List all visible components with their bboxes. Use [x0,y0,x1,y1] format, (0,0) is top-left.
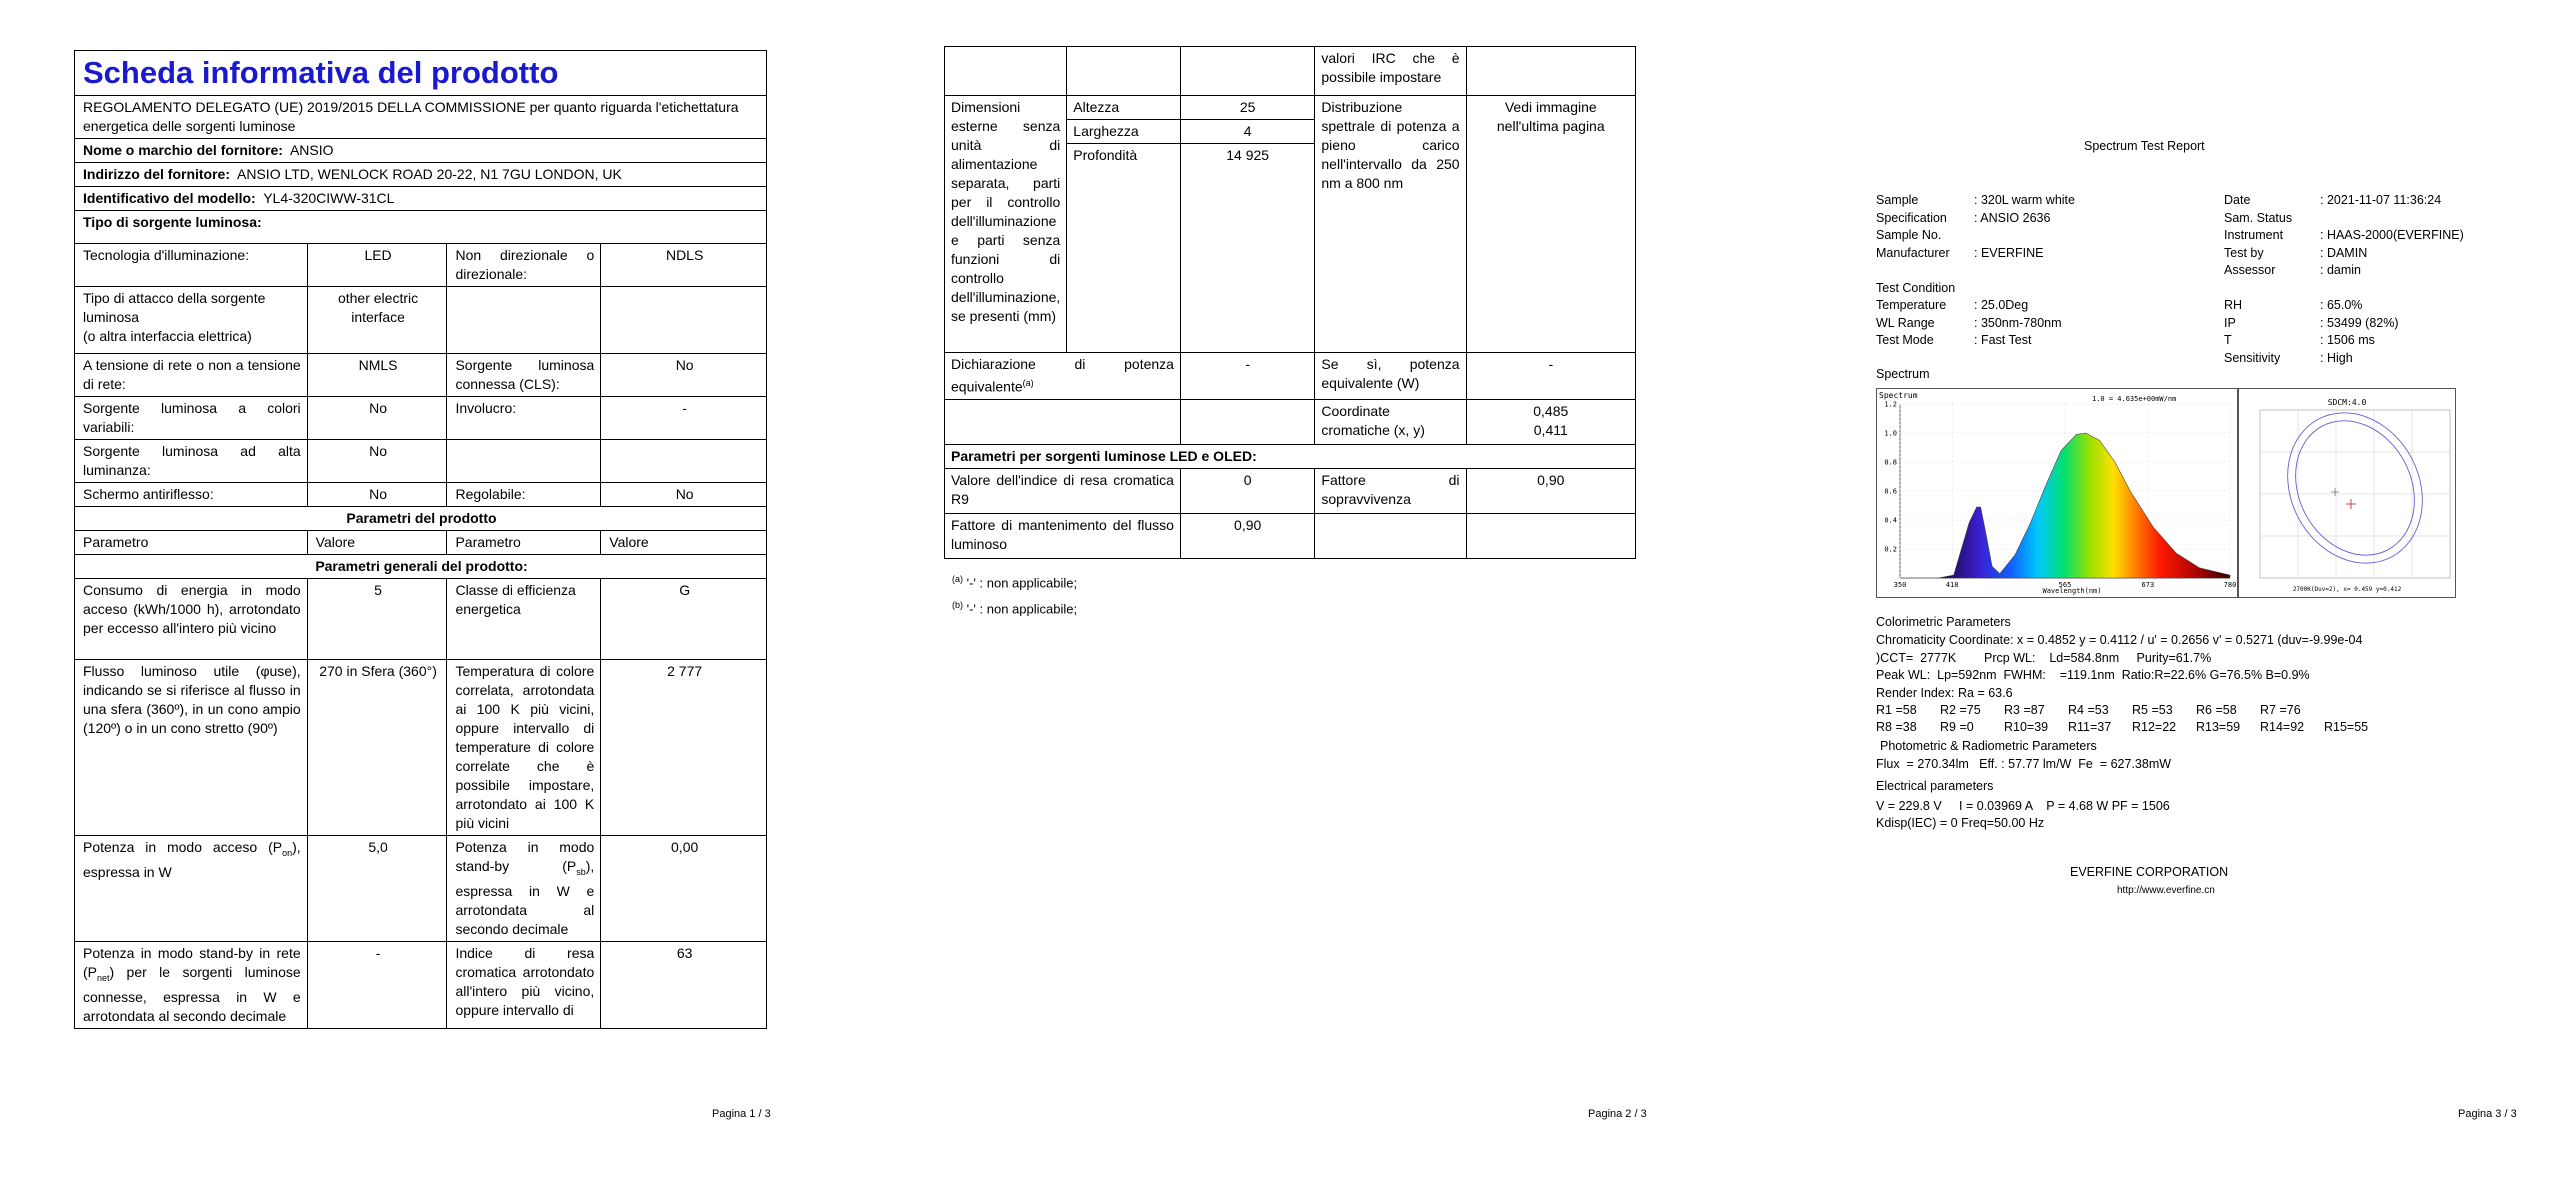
chart-scale: 1.0 = 4.635e+00mW/nm [2092,395,2177,403]
standby-label-tail: ), espressa in W e arrotondata al secondo decimale [455,858,595,937]
width-value: 4 [1180,120,1314,144]
cond-row [1876,297,2062,315]
source-type-heading: Tipo di sorgente luminosa: [75,211,767,244]
row-label: Sorgente luminosa a colori variabili: [75,397,308,440]
row-label: A tensione di rete o non a tensione di rete: [75,354,308,397]
col-param-header: Parametro [447,531,601,555]
footnotes [952,568,1077,621]
row-label: Sorgente luminosa ad alta luminanza: [75,440,308,483]
footnote-text: '-' : non applicabile; [966,575,1078,591]
params-header: Parametri del prodotto [75,507,767,531]
table-row [945,468,1636,513]
info-key: Manufacturer [1876,245,1950,260]
y-tick-label: 0.6 [1884,487,1897,496]
row-label [75,287,308,354]
electrical-heading: Electrical parameters [1876,779,1994,793]
row-value: - [601,397,767,440]
electrical-line: V = 229.8 V I = 0.03969 A P = 4.68 W PF = 1506 [1876,799,2170,813]
table-row [75,244,767,287]
regulation-text: REGOLAMENTO DELEGATO (UE) 2019/2015 DELLA COMMISSIONE per quanto riguarda l'etichettatura energetica delle sorgenti luminose [75,96,767,139]
chroma-values [1466,399,1635,444]
render-index-value: R2 =75 [1940,703,1981,717]
info-row [2224,245,2464,263]
info-value: : HAAS-2000(EVERFINE) [2320,228,2464,242]
net-standby-subscript: net [97,972,110,983]
info-row [2224,262,2464,280]
row-value: 5,0 [307,836,447,942]
row-label: Fattore di sopravvivenza [1315,468,1466,513]
row-value: No [307,440,447,483]
table-row [75,483,767,507]
cond-key: T [2224,333,2232,347]
table-row [75,660,767,836]
row-value: No [307,397,447,440]
row-label: Temperatura di colore correlata, arrotondata ai 100 K più vicini, oppure intervallo di temperature di colore correlate che è possibile impostare, arrotondato ai 100 K più vicini [447,660,601,836]
spectral-label: Distribuzione spettrale di potenza a pieno carico nell'intervallo da 250 nm a 800 nm [1315,96,1466,353]
col-value-header: Valore [307,531,447,555]
row-value: NMLS [307,354,447,397]
product-info-table-continued [944,46,1636,559]
empty-cell [1315,513,1466,558]
render-index-value: R9 =0 [1940,720,1974,734]
render-index-value: R8 =38 [1876,720,1917,734]
dimensions-label: Dimensioni esterne senza unità di alimentazione separata, parti per il controllo dell'illuminazione e parti senza funzioni di controllo dell'illuminazione, se presenti (mm) [945,96,1067,353]
info-value: : EVERFINE [1974,245,2044,260]
table-row [75,579,767,660]
row-value: 0,90 [1180,513,1314,558]
standby-subscript: sb [576,866,586,877]
row-label [75,836,308,942]
empty-cell [945,47,1067,96]
row-value: - [1180,353,1314,400]
info-key: Instrument [2224,228,2284,242]
supplier-address-row [75,163,767,187]
cond-value: : Fast Test [1974,333,2032,347]
row-value: No [601,483,767,507]
row-value: 63 [601,941,767,1028]
x-tick-label: 673 [2141,581,2155,589]
row-label: Non direzionale o direzionale: [447,244,601,287]
row-value: - [307,941,447,1028]
empty-cell [1466,513,1635,558]
row-value [601,440,767,483]
row-value: other electric interface [307,287,447,354]
info-value: : 2021-11-07 11:36:24 [2320,193,2442,207]
y-tick-label: 0.8 [1884,458,1897,467]
row-value: No [601,354,767,397]
cond-key: WL Range [1876,315,1935,330]
power-on-label: Potenza in modo acceso (P [83,839,283,855]
chart-xlabel: Wavelength(nm) [2042,587,2102,595]
supplier-name-label: Nome o marchio del fornitore: [83,142,283,158]
info-left [1876,192,2075,262]
table-row [945,399,1636,444]
empty-cell [1067,47,1181,96]
model-id: YL4-320CIWW-31CL [263,190,395,206]
footnote-a [952,568,1077,594]
x-tick-label: 565 [2058,581,2072,589]
y-tick-label: 1.2 [1884,400,1897,409]
row-value: 0,90 [1466,468,1635,513]
row-label [447,836,601,942]
info-value: : DAMIN [2320,245,2368,260]
model-row [75,187,767,211]
table-row [75,836,767,942]
row-label: Sorgente luminosa connessa (CLS): [447,354,601,397]
cond-key: Temperature [1876,298,1947,312]
product-info-table [74,50,767,1029]
x-tick-label: 780 [2223,581,2237,589]
cond-row [1876,315,2062,333]
info-key: Sample No. [1876,228,1942,242]
cond-value: : High [2320,350,2353,365]
col-value-header: Valore [601,531,767,555]
cond-value: : 65.0% [2320,298,2363,312]
cond-row [2224,315,2399,333]
info-row [2224,192,2464,210]
row-label: Consumo di energia in modo acceso (kWh/1000 h), arrotondato per eccesso all'intero più vicino [75,579,308,660]
render-index-value: R13=59 [2196,720,2241,734]
row-label: Fattore di mantenimento del flusso luminoso [945,513,1181,558]
row-label: Regolabile: [447,483,601,507]
row-label: Classe di efficienza energetica [447,579,601,660]
sdcm-frame [2239,389,2456,598]
footnote-mark: (b) [952,600,963,611]
column-header-row [75,531,767,555]
footnote-text: '-' : non applicabile; [966,601,1078,617]
corp-url: http://www.everfine.cn [2117,885,2215,896]
info-key: Date [2224,193,2251,207]
sdcm-footer: 2700K(Duv=2), x= 0.459 y=0.412 [2292,586,2402,593]
y-tick-label: 1.0 [1884,429,1897,438]
cond-value: : 350nm-780nm [1974,315,2062,330]
info-right [2224,192,2464,280]
render-index-value: R4 =53 [2068,703,2109,717]
render-index-value: R1 =58 [1876,703,1917,717]
photometric-heading: Photometric & Radiometric Parameters [1880,739,2097,753]
info-key: Specification [1876,210,1947,225]
colorimetric-line: )CCT= 2777K Prcp WL: Ld=584.8nm Purity=61.7% [1876,650,2212,665]
equivalent-power-text: Dichiarazione di potenza equivalente [951,356,1174,395]
render-index-value: R6 =58 [2196,703,2237,717]
x-tick-label: 418 [1945,581,1959,589]
cond-value: : 25.0Deg [1974,298,2029,312]
footnote-a-ref: (a) [1022,378,1034,388]
row-label [447,440,601,483]
power-on-subscript: on [282,847,293,858]
table-row [75,440,767,483]
row-label-text: Tipo di attacco della sorgente luminosa [83,290,266,325]
cond-key: RH [2224,298,2243,312]
row-value: LED [307,244,447,287]
page-1 [0,0,853,1180]
document-title: Scheda informativa del prodotto [75,51,767,96]
row-label: Flusso luminoso utile (φuse), indicando se si riferisce al flusso in una sfera (360º), in un cono ampio (120º) o in un cono stretto (90º) [75,660,308,836]
cond-key: Test Mode [1876,333,1934,347]
row-value [601,287,767,354]
height-label: Altezza [1067,96,1181,120]
row-label: Valore dell'indice di resa cromatica R9 [945,468,1181,513]
net-standby-label: Potenza in modo stand-by in rete (P [83,944,301,980]
spectrum-heading: Spectrum [1876,367,1930,381]
page-number: Pagina 3 / 3 [2458,1108,2517,1120]
y-tick-label: 0.2 [1884,545,1897,554]
empty-cell [945,399,1181,444]
cond-key: Sensitivity [2224,350,2281,365]
footnote-mark: (a) [952,574,963,584]
cond-value: : 53499 (82%) [2320,315,2399,330]
row-label [447,287,601,354]
empty-cell [1466,47,1635,96]
cond-left [1876,297,2062,350]
table-row [75,287,767,354]
cond-row [2224,350,2399,368]
chroma-label: Coordinate cromatiche (x, y) [1315,399,1466,444]
col-param-header: Parametro [75,531,308,555]
info-key: Sample [1876,193,1919,207]
cond-row [1876,332,2062,350]
row-label [75,941,308,1028]
standby-label: Potenza in modo stand-by (P [455,839,595,874]
row-value: 2 777 [601,660,767,836]
cond-value: : 1506 ms [2320,333,2375,347]
supplier-name: ANSIO [289,142,334,158]
model-label: Identificativo del modello: [83,190,256,206]
sdcm-chart [2238,388,2456,598]
render-index-value: R11=37 [2068,720,2112,734]
supplier-address-label: Indirizzo del fornitore: [83,166,230,182]
chroma-y: 0,411 [1533,421,1568,438]
row-value: 5 [307,579,447,660]
row-label: Involucro: [447,397,601,440]
power-on-label-tail: ), espressa in W [83,839,301,880]
info-row [1876,210,2075,228]
info-key: Sam. Status [2224,210,2293,225]
led-params-header: Parametri per sorgenti luminose LED e OLED: [945,444,1636,468]
chroma-x: 0,485 [1533,402,1569,419]
table-row [945,47,1636,96]
depth-value: 14 925 [1180,144,1314,353]
info-key: Assessor [2224,263,2276,277]
render-index-value: R3 =87 [2004,703,2045,717]
render-index-row-2 [1876,719,2388,737]
cond-row [2224,297,2399,315]
cond-right [2224,297,2399,367]
info-row [1876,192,2075,210]
info-value: : ANSIO 2636 [1974,210,2051,225]
equivalent-power-label [945,353,1181,400]
render-index-value: R5 =53 [2132,703,2173,717]
sdcm-title: SDCM:4.0 [2327,398,2367,407]
height-value: 25 [1180,96,1314,120]
render-index-value: R15=55 [2324,720,2369,734]
corp-name: EVERFINE CORPORATION [2070,865,2229,879]
row-value: 270 in Sfera (360°) [307,660,447,836]
empty-cell [1180,47,1314,96]
row-value: G [601,579,767,660]
row-value: No [307,483,447,507]
cond-key: IP [2224,315,2236,330]
colorimetric-heading: Colorimetric Parameters [1876,615,2011,629]
spectral-value: Vedi immagine nell'ultima pagina [1466,96,1635,353]
row-label: Schermo antiriflesso: [75,483,308,507]
spectrum-chart [1876,388,2238,598]
info-row [1876,227,2075,245]
chart-label: Spectrum [1879,391,1918,400]
page-number: Pagina 1 / 3 [712,1108,771,1120]
footnote-b [952,594,1077,620]
render-index-value: R12=22 [2132,720,2177,734]
info-row [2224,227,2464,245]
table-row [945,96,1636,120]
colorimetric-line: Peak WL: Lp=592nm FWHM: =119.1nm Ratio:R=22.6% G=76.5% B=0.9% [1876,668,2310,682]
colorimetric-lines [1876,632,2362,702]
table-row [75,354,767,397]
table-row [945,513,1636,558]
row-label: Tecnologia d'illuminazione: [75,244,308,287]
table-row [75,941,767,1028]
photometric-line: Flux = 270.34lm Eff. : 57.77 lm/W Fe = 627.38mW [1876,757,2172,771]
net-standby-label-tail: ) per le sorgenti luminose connesse, espressa in W e arrotondata al secondo decimale [83,963,301,1024]
info-key: Test by [2224,245,2264,260]
row-value: 0 [1180,468,1314,513]
info-value: : damin [2320,263,2361,277]
general-params-header: Parametri generali del prodotto: [75,555,767,579]
row-value: - [1466,353,1635,400]
render-index-value: R14=92 [2260,720,2305,734]
colorimetric-line: Chromaticity Coordinate: x = 0.4852 y = 0.4112 / u' = 0.2656 v' = 0.5271 (duv=-9.99e-04 [1876,633,2363,647]
empty-cell [1180,399,1314,444]
render-index-row-1 [1876,702,2324,720]
row-label: valori IRC che è possibile impostare [1315,47,1466,96]
info-value: : 320L warm white [1974,193,2075,207]
info-row [1876,245,2075,263]
info-row [2224,210,2464,228]
render-index-value: R10=39 [2004,720,2049,734]
table-row [75,397,767,440]
depth-label: Profondità [1067,144,1181,353]
cond-row [2224,332,2399,350]
row-label-note: (o altra interfaccia elettrica) [83,328,252,344]
width-label: Larghezza [1067,120,1181,144]
supplier-name-row [75,139,767,163]
row-label: Indice di resa cromatica arrotondato all'intero più vicino, oppure intervallo di [447,941,601,1028]
y-tick-label: 0.4 [1884,516,1897,525]
render-index-value: R7 =76 [2260,703,2301,717]
row-value: 0,00 [601,836,767,942]
report-title: Spectrum Test Report [2084,139,2205,153]
page-number: Pagina 2 / 3 [1588,1108,1647,1120]
electrical-line: Kdisp(IEC) = 0 Freq=50.00 Hz [1876,816,2045,830]
table-row [945,353,1636,400]
row-value: NDLS [601,244,767,287]
x-tick-label: 350 [1893,581,1907,589]
test-condition-heading: Test Condition [1876,281,1956,295]
row-label: Se sì, potenza equivalente (W) [1315,353,1466,400]
colorimetric-line: Render Index: Ra = 63.6 [1876,685,2013,700]
supplier-address: ANSIO LTD, WENLOCK ROAD 20-22, N1 7GU LONDON, UK [237,166,622,182]
